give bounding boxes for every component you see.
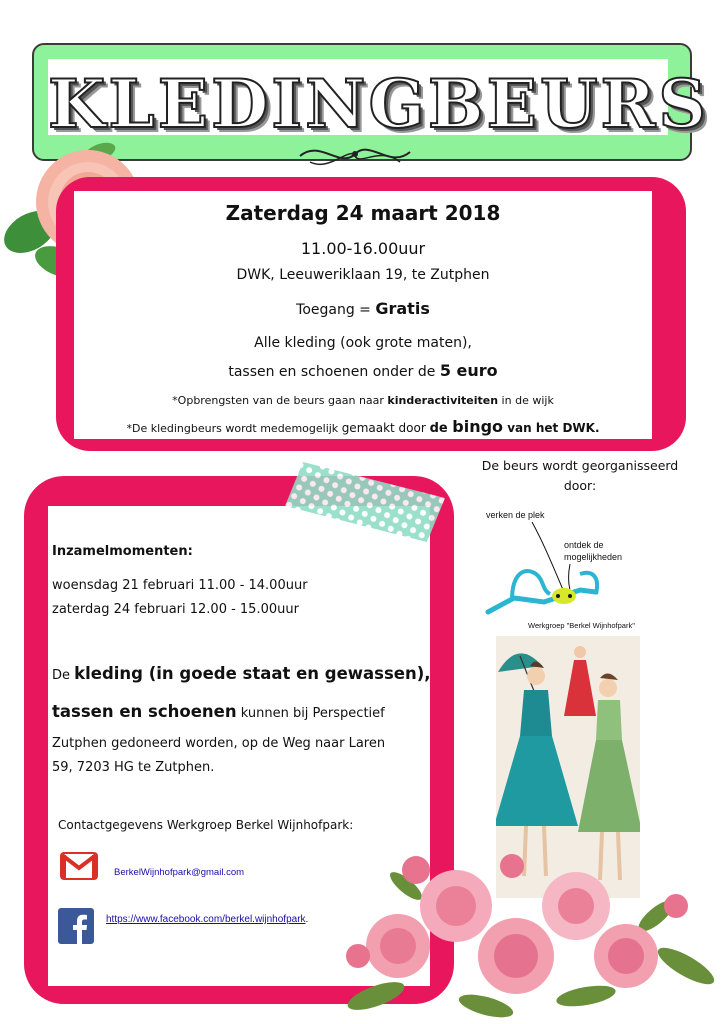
contact-heading: Contactgegevens Werkgroep Berkel Wijnhofpark: — [58, 818, 354, 832]
note-bingo — [74, 417, 652, 436]
event-date: Zaterdag 24 maart 2018 — [225, 201, 501, 225]
contact-email[interactable]: BerkelWijnhofpark@gmail.com — [114, 867, 245, 878]
donation-line-2 — [52, 702, 385, 721]
logo-text-1: verken de plek — [486, 510, 545, 520]
note2-mid: gemaakt door — [341, 421, 430, 435]
line2-text: tassen en schoenen onder de — [228, 364, 440, 380]
donation-line-4: 59, 7203 HG te Zutphen. — [52, 760, 215, 775]
donation-line-3: Zutphen gedoneerd worden, op de Weg naar Laren — [52, 736, 386, 751]
note1-text: *Opbrengsten van de beurs gaan naar — [172, 394, 388, 407]
logo-text-3: mogelijkheden — [564, 552, 623, 562]
facebook-link[interactable]: https://www.facebook.com/berkel.wijnhofpark — [106, 914, 306, 925]
note1-bold: kinderactiviteiten — [387, 394, 499, 407]
logo-caption: Werkgroep "Berkel Wijnhofpark" — [528, 621, 635, 630]
donation-bold-2: tassen en schoenen — [52, 702, 237, 721]
note-proceeds — [74, 394, 652, 407]
organizer-line-2: door: — [563, 478, 597, 493]
organizer-line-1: De beurs wordt georganisseerd — [481, 458, 679, 473]
note2-bingo: bingo — [452, 417, 504, 436]
note2-de: de — [429, 421, 453, 436]
donation-bold-1: kleding (in goede staat en gewassen), — [74, 664, 431, 683]
facebook-icon[interactable] — [58, 908, 94, 944]
donation-rest-1: kunnen bij Perspectief — [236, 706, 385, 721]
entry-value: Gratis — [375, 299, 430, 318]
note2-text: *De kledingbeurs wordt medemogelijk — [126, 422, 342, 435]
note2-suffix: van het DWK. — [503, 421, 600, 435]
entry-label: Toegang = — [296, 302, 376, 318]
washi-tape — [285, 462, 445, 542]
collection-heading: Inzamelmomenten: — [52, 544, 193, 559]
event-info-panel — [56, 177, 686, 451]
facebook-suffix: . — [305, 914, 309, 925]
donation-de: De — [52, 668, 75, 683]
event-time: 11.00-16.00uur — [300, 239, 426, 258]
donation-line-1 — [52, 664, 431, 683]
collection-moment-2: zaterdag 24 februari 12.00 - 15.00uur — [52, 602, 299, 617]
line2-price: 5 euro — [439, 361, 498, 380]
page-title: KLEDINGBEURS — [48, 65, 710, 143]
event-info-content — [74, 191, 652, 439]
event-line1: Alle kleding (ook grote maten), — [254, 335, 472, 351]
logo-text-2: ontdek de — [564, 540, 604, 550]
gmail-icon — [60, 852, 98, 880]
event-entry — [74, 299, 652, 318]
organizer-logo — [484, 504, 684, 634]
event-line2 — [74, 361, 652, 380]
collection-moment-1: woensdag 21 februari 11.00 - 14.00uur — [52, 578, 308, 593]
flourish-ornament — [290, 134, 420, 174]
contact-facebook — [106, 914, 308, 925]
organizer-heading — [476, 456, 684, 496]
note1-suffix: in de wijk — [498, 394, 554, 407]
rose-decoration-bottom — [336, 846, 724, 1024]
event-location: DWK, Leeuweriklaan 19, te Zutphen — [236, 267, 490, 283]
title-banner-inner — [48, 59, 710, 143]
